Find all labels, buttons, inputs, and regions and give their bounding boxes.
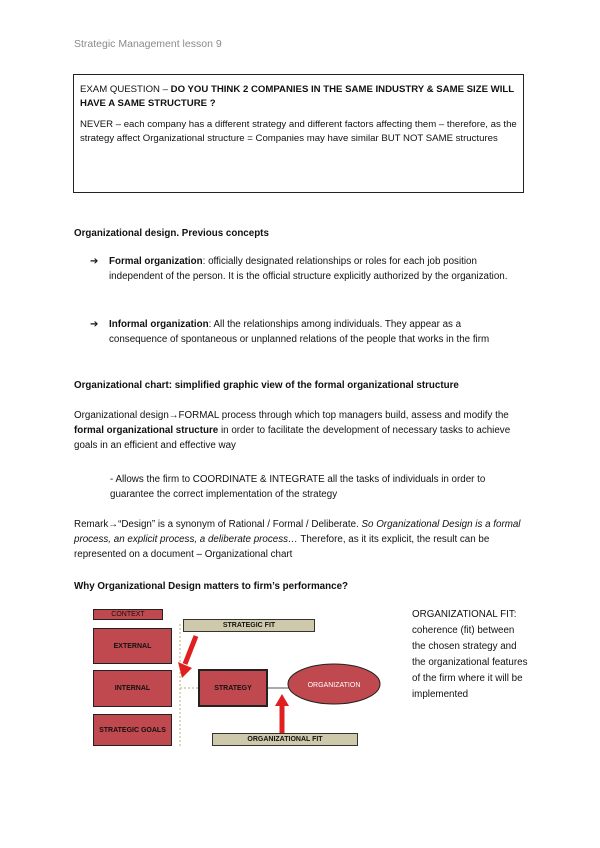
design-text-c: in order to facilitate the development of necessary tasks to achieve goals in an efficient and effective way: [74, 425, 511, 452]
exam-question-box: [73, 74, 524, 193]
strategic-fit-bar: STRATEGIC FIT: [183, 619, 315, 632]
why-title: Why Organizational Design matters to firm’s performance?: [74, 581, 349, 592]
section-title-previous-concepts: Organizational design. Previous concepts: [74, 228, 269, 239]
strategy-box: STRATEGY: [198, 669, 268, 707]
organizational-fit-arrow-head: [275, 694, 289, 706]
design-text-b: formal organizational structure: [74, 425, 219, 437]
organizational-fit-diagram: [88, 606, 408, 756]
bullet-term: Informal organization: [109, 319, 209, 330]
design-text-a: Organizational design→FORMAL process through which top managers build, assess and modify the: [74, 410, 509, 421]
strategic-fit-arrow-shaft: [185, 636, 196, 664]
remark-paragraph: [74, 517, 526, 563]
arrow-icon: ➔: [90, 319, 99, 330]
organizational-design-paragraph: [74, 408, 526, 454]
bullet-text: : officially designated relationships or roles for each job position independent of the person. It is the official structure explicitly authorized by the organization.: [109, 256, 508, 282]
remark-text-b: So Organizational Design is a formal process, an explicit process, a deliberate process…: [74, 519, 521, 546]
bullet-term: Formal organization: [109, 256, 203, 267]
remark-text-c: Therefore, as it its explicit, the result can be represented on a document – Organizational chart: [74, 534, 490, 561]
exam-prefix: EXAM QUESTION –: [80, 84, 171, 95]
bullet-informal-organization: [90, 317, 522, 347]
internal-box: INTERNAL: [93, 670, 172, 707]
remark-text-a: Remark→“Design” is a synonym of Rational / Formal / Deliberate.: [74, 519, 362, 530]
organizational-chart-title: Organizational chart: simplified graphic view of the formal organizational structure: [74, 380, 459, 391]
context-box: CONTEXT: [93, 609, 163, 620]
arrow-icon: ➔: [90, 256, 99, 267]
strategic-goals-box: STRATEGIC GOALS: [93, 714, 172, 746]
organization-label: ORGANIZATION: [307, 682, 361, 689]
page-header: Strategic Management lesson 9: [74, 38, 222, 50]
exam-question: [80, 83, 517, 110]
exam-question-text: DO YOU THINK 2 COMPANIES IN THE SAME INDUSTRY & SAME SIZE WILL HAVE A SAME STRUCTURE ?: [80, 84, 514, 109]
organizational-fit-bar: ORGANIZATIONAL FIT: [212, 733, 358, 746]
exam-answer: NEVER – each company has a different strategy and different factors affecting them – therefore, as the strategy affect Organizational structure = Companies may have similar BUT NOT SAME structures: [80, 119, 517, 144]
bullet-text: : All the relationships among individuals. They appear as a consequence of spontaneous or unplanned relations of the people that works in the firm: [109, 319, 490, 345]
bullet-formal-organization: [90, 254, 522, 284]
organizational-fit-definition: ORGANIZATIONAL FIT: coherence (fit) between the chosen strategy and the organizational features of the firm where it will be implemented: [412, 609, 528, 700]
indent-paragraph: - Allows the firm to COORDINATE & INTEGRATE all the tasks of individuals in order to guarantee the correct implementation of the strategy: [110, 474, 486, 501]
strategic-fit-arrow-head: [178, 662, 192, 678]
external-box: EXTERNAL: [93, 628, 172, 664]
